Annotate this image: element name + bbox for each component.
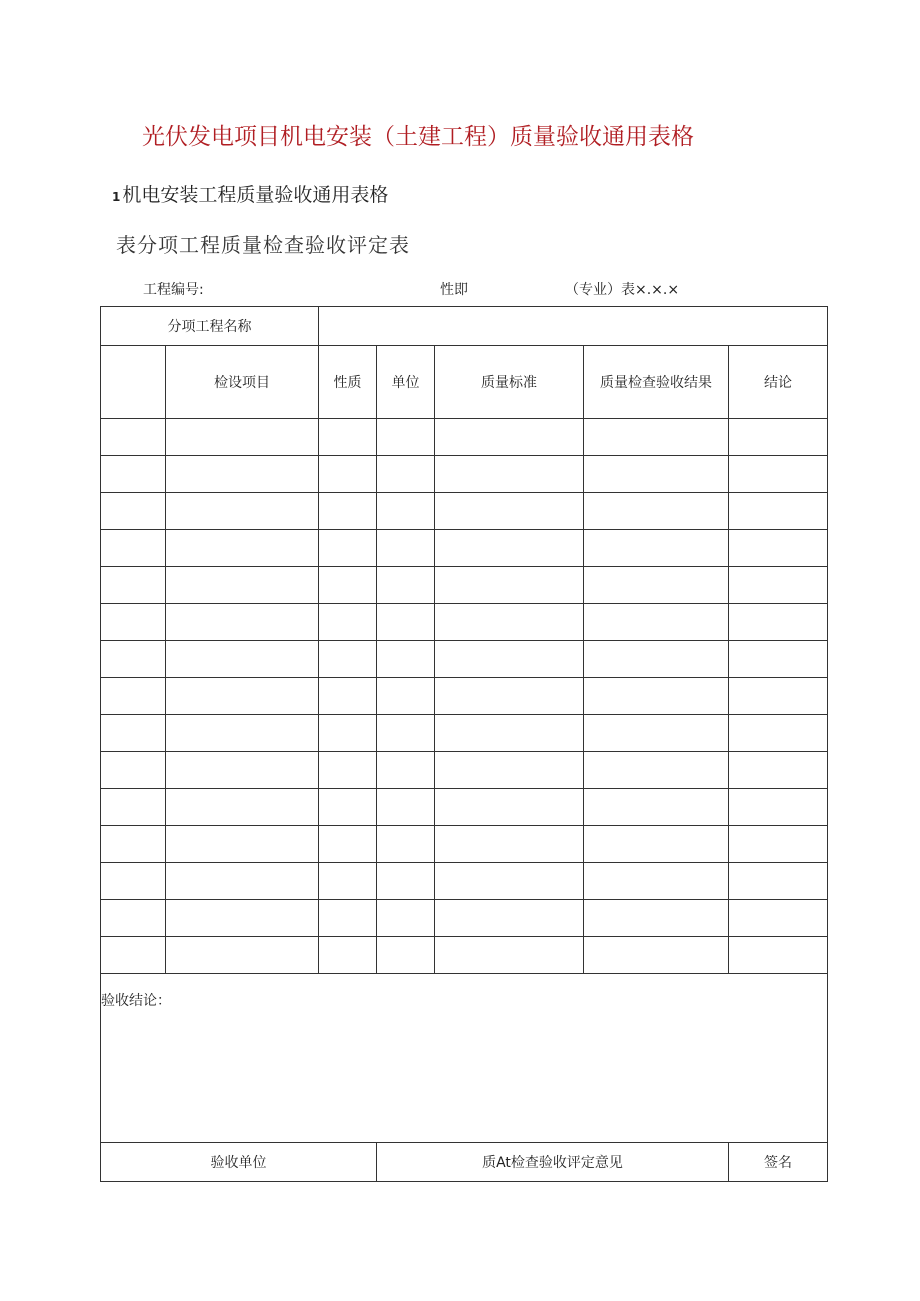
table-cell[interactable] — [435, 715, 584, 752]
table-row — [101, 567, 828, 604]
table-cell[interactable] — [101, 937, 166, 974]
table-cell[interactable] — [584, 900, 729, 937]
footer-evaluation-opinion: 质At检查验收评定意见 — [377, 1143, 729, 1182]
table-cell[interactable] — [729, 900, 828, 937]
table-cell[interactable] — [319, 937, 377, 974]
table-cell[interactable] — [319, 493, 377, 530]
table-cell[interactable] — [377, 900, 435, 937]
table-cell[interactable] — [584, 789, 729, 826]
evaluation-table — [100, 306, 828, 1182]
table-cell[interactable] — [729, 863, 828, 900]
table-row — [101, 493, 828, 530]
table-cell[interactable] — [435, 530, 584, 567]
header-cell-quality-standard: 质量标准 — [435, 346, 584, 419]
table-cell[interactable] — [319, 604, 377, 641]
table-cell[interactable] — [166, 641, 319, 678]
table-cell[interactable] — [729, 456, 828, 493]
table-cell[interactable] — [166, 604, 319, 641]
form-name: 表分项工程质量检查验收评定表 — [116, 233, 410, 257]
table-cell[interactable] — [166, 752, 319, 789]
table-cell[interactable] — [584, 715, 729, 752]
section-title: 机电安装工程质量验收通用表格 — [122, 184, 389, 206]
table-cell[interactable] — [729, 567, 828, 604]
table-row — [101, 678, 828, 715]
table-cell[interactable] — [101, 863, 166, 900]
table-cell[interactable] — [377, 863, 435, 900]
table-cell[interactable] — [101, 826, 166, 863]
table-cell[interactable] — [319, 641, 377, 678]
subproject-name-row — [101, 307, 828, 346]
conclusion-label: 验收结论： — [101, 993, 171, 1009]
table-cell[interactable] — [435, 493, 584, 530]
table-cell[interactable] — [584, 567, 729, 604]
table-row — [101, 530, 828, 567]
table-cell[interactable] — [319, 715, 377, 752]
table-cell[interactable] — [377, 752, 435, 789]
table-cell[interactable] — [729, 937, 828, 974]
table-cell[interactable] — [435, 678, 584, 715]
table-cell[interactable] — [101, 567, 166, 604]
table-cell[interactable] — [435, 789, 584, 826]
table-cell[interactable] — [319, 752, 377, 789]
header-cell-conclusion: 结论 — [729, 346, 828, 419]
table-cell[interactable] — [435, 419, 584, 456]
table-cell[interactable] — [319, 567, 377, 604]
table-cell[interactable] — [377, 567, 435, 604]
table-cell[interactable] — [166, 789, 319, 826]
table-cell[interactable] — [729, 419, 828, 456]
table-cell[interactable] — [435, 900, 584, 937]
table-cell[interactable] — [101, 604, 166, 641]
table-row — [101, 863, 828, 900]
table-cell[interactable] — [584, 641, 729, 678]
table-cell[interactable] — [101, 900, 166, 937]
table-cell[interactable] — [101, 789, 166, 826]
table-cell[interactable] — [435, 456, 584, 493]
table-cell[interactable] — [377, 530, 435, 567]
table-cell[interactable] — [166, 900, 319, 937]
table-cell[interactable] — [584, 419, 729, 456]
footer-signature: 签名 — [729, 1143, 828, 1182]
table-cell[interactable] — [166, 419, 319, 456]
table-cell[interactable] — [729, 678, 828, 715]
table-cell[interactable] — [319, 530, 377, 567]
conclusion-row — [101, 974, 828, 1143]
document-title: 光伏发电项目机电安装（土建工程）质量验收通用表格 — [142, 124, 694, 150]
table-row — [101, 715, 828, 752]
subproject-name-label: 分项工程名称 — [101, 307, 319, 346]
header-cell-index — [101, 346, 166, 419]
table-cell[interactable] — [435, 567, 584, 604]
header-cell-inspection-item: 检设项目 — [166, 346, 319, 419]
table-cell[interactable] — [377, 678, 435, 715]
table-cell[interactable] — [166, 456, 319, 493]
table-cell[interactable] — [166, 567, 319, 604]
table-cell[interactable] — [377, 826, 435, 863]
table-cell[interactable] — [584, 863, 729, 900]
table-cell[interactable] — [166, 493, 319, 530]
table-cell[interactable] — [319, 900, 377, 937]
project-code-label: 工程编号: — [143, 282, 204, 298]
table-cell[interactable] — [584, 604, 729, 641]
table-cell[interactable] — [584, 493, 729, 530]
table-cell[interactable] — [435, 752, 584, 789]
table-cell[interactable] — [166, 826, 319, 863]
table-cell[interactable] — [729, 530, 828, 567]
table-row — [101, 937, 828, 974]
conclusion-cell[interactable] — [101, 974, 828, 1143]
table-row — [101, 752, 828, 789]
table-cell[interactable] — [584, 530, 729, 567]
table-cell[interactable] — [584, 826, 729, 863]
table-number-label: （专业）表×.×.× — [565, 282, 680, 298]
table-cell[interactable] — [584, 678, 729, 715]
table-cell[interactable] — [319, 826, 377, 863]
subproject-name-value[interactable] — [319, 307, 828, 346]
table-cell[interactable] — [377, 715, 435, 752]
table-cell[interactable] — [584, 937, 729, 974]
table-cell[interactable] — [435, 641, 584, 678]
table-row — [101, 419, 828, 456]
table-cell[interactable] — [377, 641, 435, 678]
header-cell-unit: 单位 — [377, 346, 435, 419]
table-cell[interactable] — [319, 863, 377, 900]
table-cell[interactable] — [435, 604, 584, 641]
table-cell[interactable] — [435, 863, 584, 900]
table-cell[interactable] — [729, 641, 828, 678]
table-cell[interactable] — [166, 937, 319, 974]
table-cell[interactable] — [101, 456, 166, 493]
table-row — [101, 789, 828, 826]
footer-acceptance-unit: 验收单位 — [101, 1143, 377, 1182]
property-label: 性即 — [440, 282, 468, 298]
table-cell[interactable] — [729, 789, 828, 826]
table-row — [101, 826, 828, 863]
table-cell[interactable] — [377, 419, 435, 456]
table-cell[interactable] — [377, 937, 435, 974]
table-cell[interactable] — [101, 715, 166, 752]
table-cell[interactable] — [435, 937, 584, 974]
header-cell-nature: 性质 — [319, 346, 377, 419]
table-cell[interactable] — [101, 530, 166, 567]
table-cell[interactable] — [101, 493, 166, 530]
table-row — [101, 641, 828, 678]
table-cell[interactable] — [729, 604, 828, 641]
header-cell-inspection-result: 质量检查验收结果 — [584, 346, 729, 419]
table-row — [101, 900, 828, 937]
table-cell[interactable] — [729, 715, 828, 752]
table-cell[interactable] — [377, 493, 435, 530]
table-cell[interactable] — [319, 456, 377, 493]
table-cell[interactable] — [435, 826, 584, 863]
table-cell[interactable] — [584, 752, 729, 789]
table-cell[interactable] — [319, 419, 377, 456]
table-cell[interactable] — [166, 863, 319, 900]
table-cell[interactable] — [584, 456, 729, 493]
table-cell[interactable] — [101, 641, 166, 678]
table-cell[interactable] — [729, 826, 828, 863]
table-cell[interactable] — [101, 419, 166, 456]
table-cell[interactable] — [377, 456, 435, 493]
section-number: 1 — [112, 190, 121, 204]
table-cell[interactable] — [729, 493, 828, 530]
table-cell[interactable] — [101, 752, 166, 789]
table-cell[interactable] — [319, 678, 377, 715]
table-cell[interactable] — [729, 752, 828, 789]
table-row — [101, 604, 828, 641]
table-cell[interactable] — [166, 678, 319, 715]
footer-row — [101, 1143, 828, 1182]
table-cell[interactable] — [377, 789, 435, 826]
table-cell[interactable] — [101, 678, 166, 715]
header-row — [101, 346, 828, 419]
table-cell[interactable] — [166, 530, 319, 567]
table-row — [101, 456, 828, 493]
table-cell[interactable] — [377, 604, 435, 641]
table-cell[interactable] — [166, 715, 319, 752]
table-cell[interactable] — [319, 789, 377, 826]
section-heading — [112, 180, 388, 207]
